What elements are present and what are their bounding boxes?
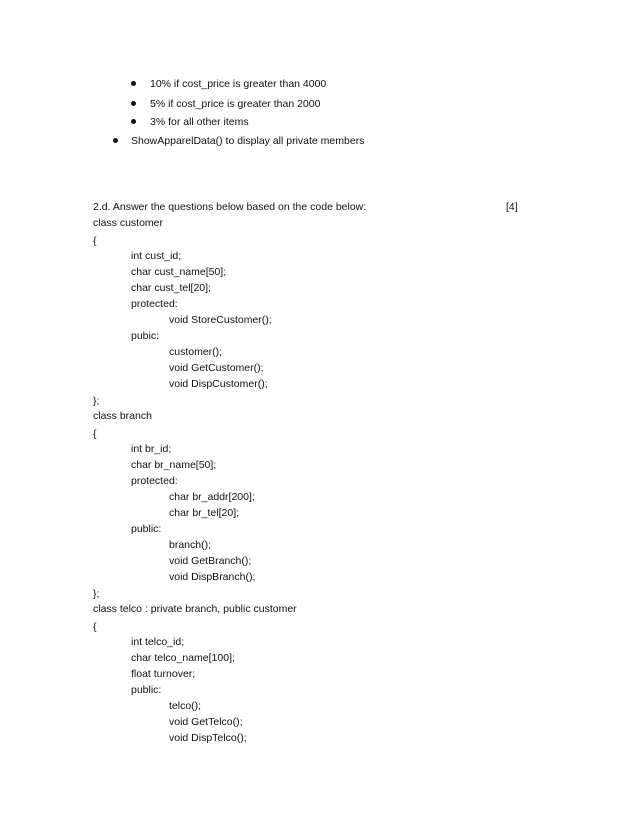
- bullet-dot: [131, 101, 136, 106]
- bullet-item: 10% if cost_price is greater than 4000: [150, 78, 327, 90]
- bullet-dot: [131, 119, 136, 124]
- code-line: public:: [131, 523, 162, 535]
- bullet-dot: [131, 81, 136, 86]
- code-line: int cust_id;: [131, 250, 182, 262]
- code-line: char cust_name[50];: [131, 266, 227, 278]
- code-line: protected:: [131, 475, 178, 487]
- code-line: class telco : private branch, public customer: [93, 603, 297, 615]
- bullet-item: 5% if cost_price is greater than 2000: [150, 98, 321, 110]
- code-line: char cust_tel[20];: [131, 282, 211, 294]
- code-line: class customer: [93, 217, 164, 229]
- code-line: class branch: [93, 410, 152, 422]
- bullet-dot: [113, 138, 118, 143]
- code-line: {: [93, 428, 97, 440]
- code-line: void GetBranch();: [169, 555, 252, 567]
- code-line: char telco_name[100];: [131, 652, 235, 664]
- code-line: customer();: [169, 346, 223, 358]
- bullet-item: ShowApparelData() to display all private members: [131, 135, 365, 147]
- code-line: char br_name[50];: [131, 459, 217, 471]
- question-marks: [4]: [506, 201, 518, 213]
- bullet-item: 3% for all other items: [150, 116, 249, 128]
- code-line: public:: [131, 684, 162, 696]
- code-line: int br_id;: [131, 443, 172, 455]
- code-line: char br_addr[200];: [169, 491, 255, 503]
- code-line: void DispTelco();: [169, 732, 247, 744]
- code-line: };: [93, 395, 100, 407]
- code-line: telco();: [169, 700, 202, 712]
- code-line: void DispBranch();: [169, 571, 256, 583]
- code-line: float turnover;: [131, 668, 196, 680]
- code-line: void StoreCustomer();: [169, 314, 272, 326]
- code-line: char br_tel[20];: [169, 507, 240, 519]
- code-line: branch();: [169, 539, 212, 551]
- code-line: void GetCustomer();: [169, 362, 264, 374]
- code-line: {: [93, 621, 97, 633]
- code-line: protected:: [131, 298, 178, 310]
- code-line: void DispCustomer();: [169, 378, 268, 390]
- code-line: int telco_id;: [131, 636, 185, 648]
- code-line: pubic:: [131, 330, 160, 342]
- code-line: {: [93, 235, 97, 247]
- code-line: void GetTelco();: [169, 716, 243, 728]
- code-line: };: [93, 588, 100, 600]
- question-text: 2.d. Answer the questions below based on the code below:: [93, 201, 367, 213]
